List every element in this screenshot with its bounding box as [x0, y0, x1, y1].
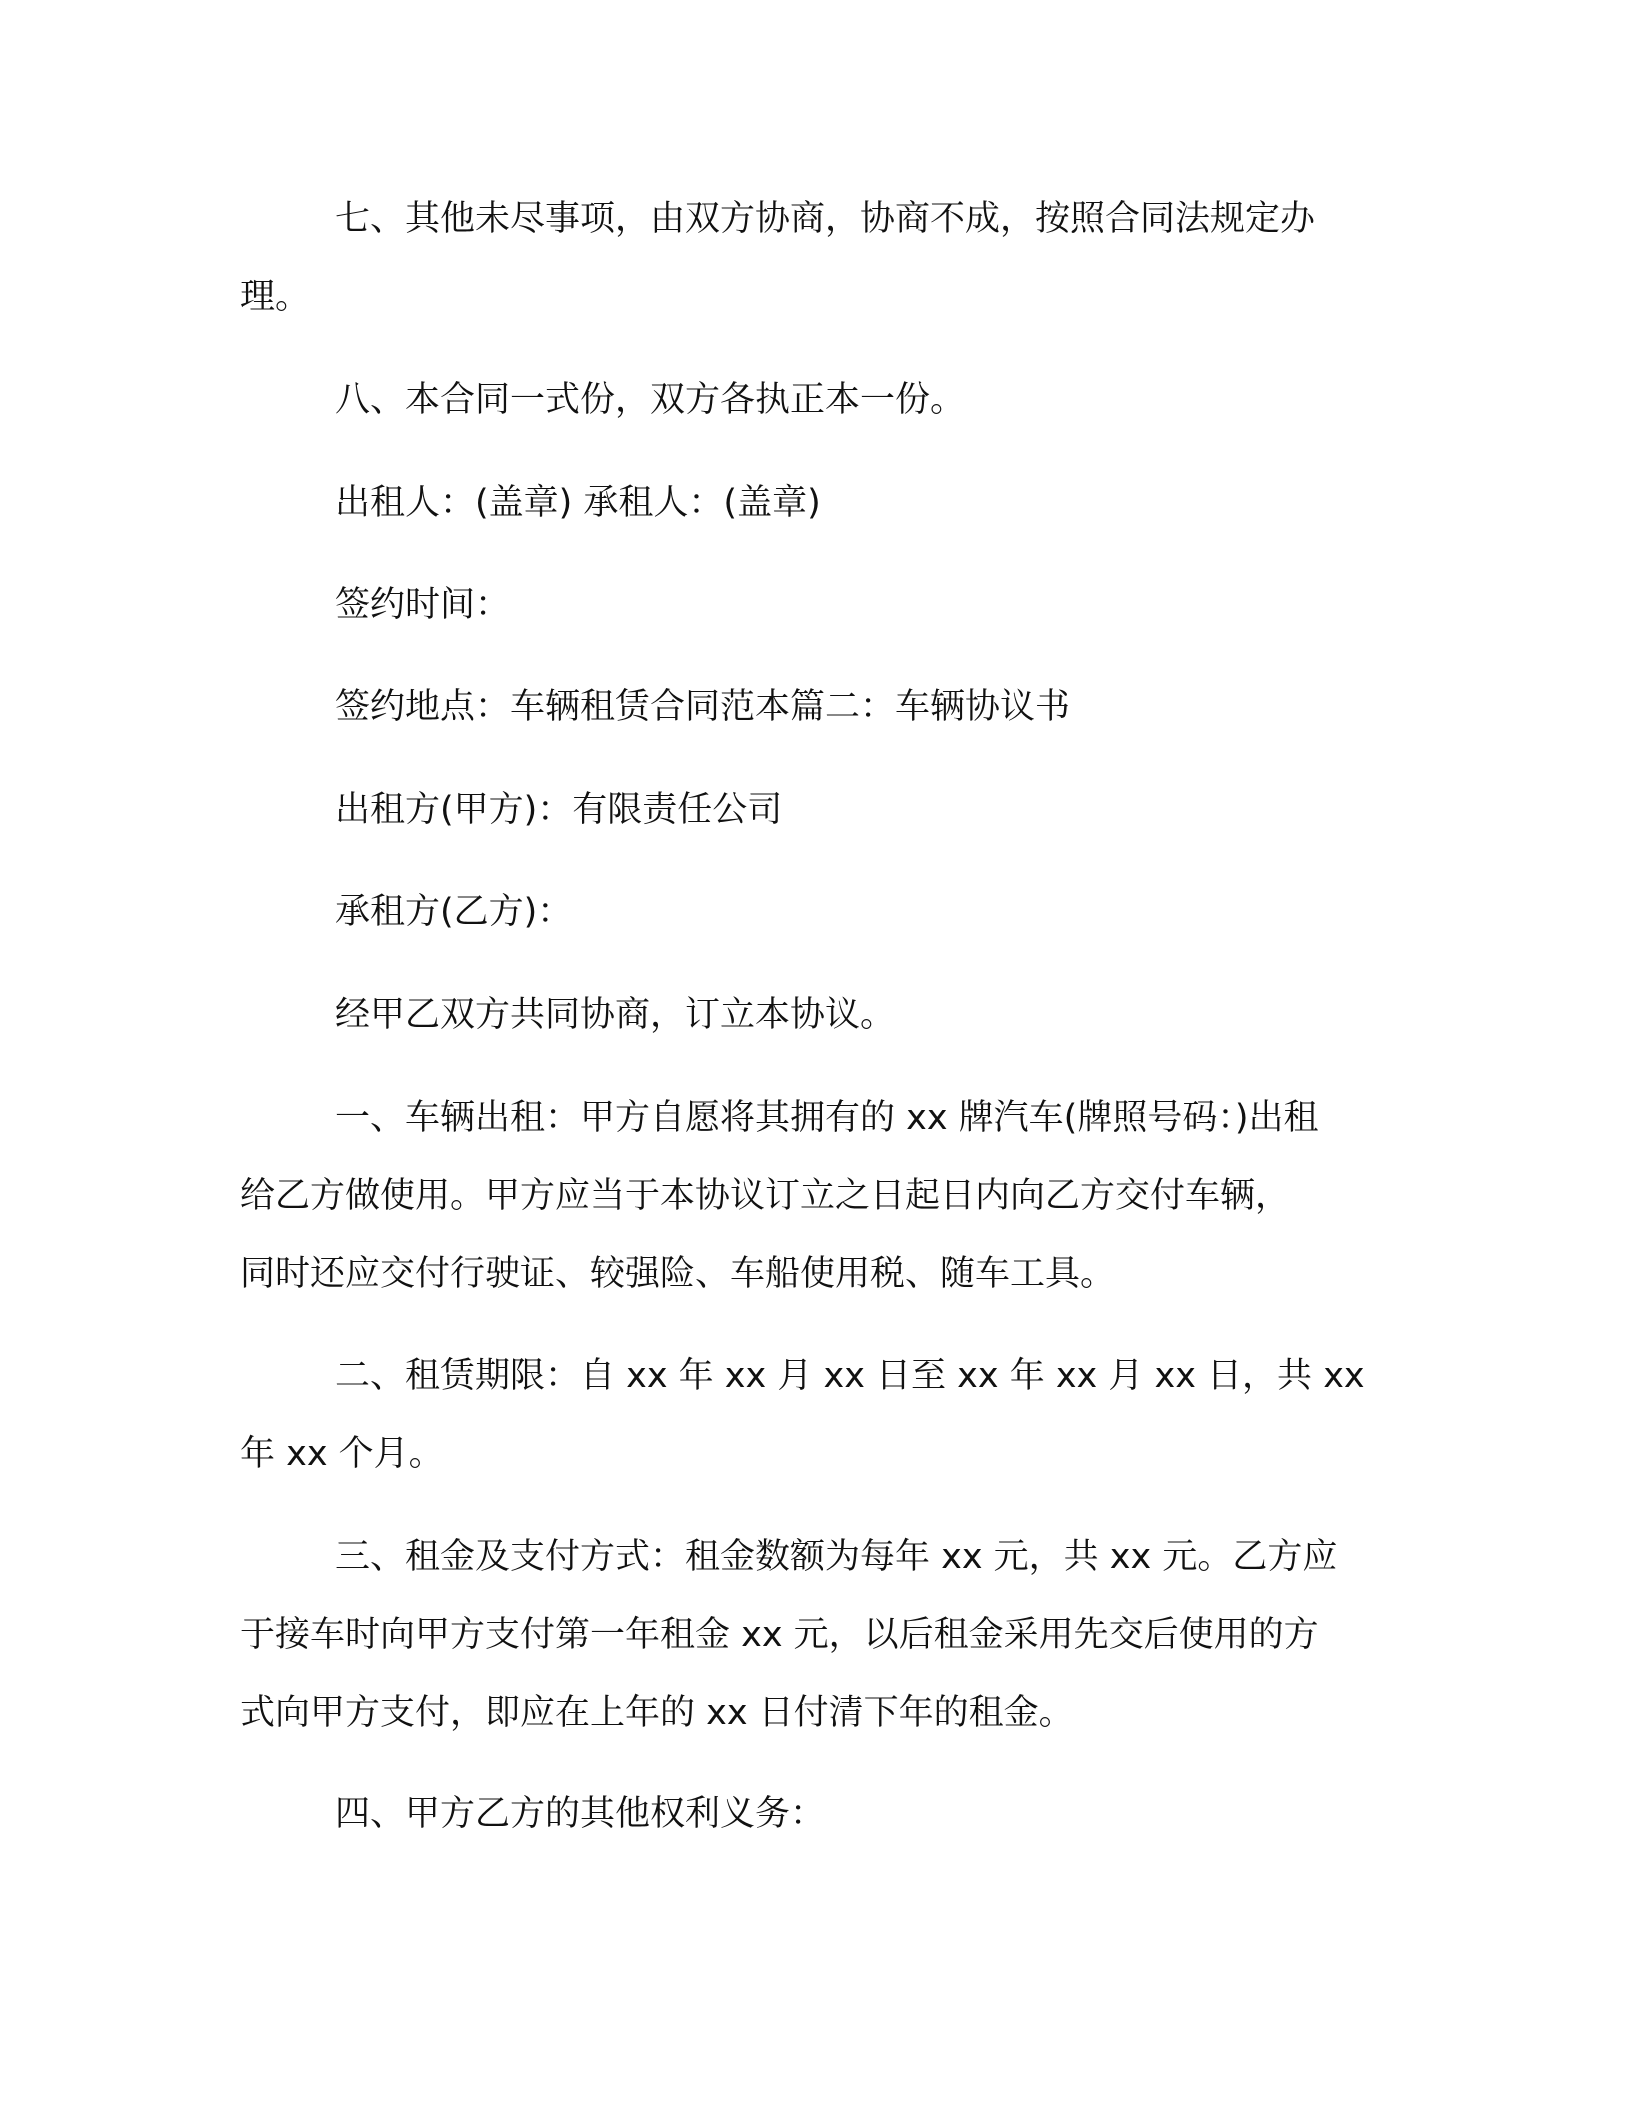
text-line: 七、其他未尽事项，由双方协商，协商不成，按照合同法规定办: [335, 199, 1316, 239]
text-line: 理。: [240, 277, 311, 317]
paragraph-7-other-matters: [240, 180, 1390, 336]
text-line: 一、车辆出租：甲方自愿将其拥有的 xx 牌汽车(牌照号码：)出租: [335, 1098, 1319, 1138]
signing-time: [240, 566, 1390, 644]
text-line: 签约地点：车辆租赁合同范本篇二：车辆协议书: [335, 687, 1071, 727]
text-line: 同时还应交付行驶证、较强险、车船使用税、随车工具。: [240, 1254, 1116, 1294]
clause-1-vehicle-rental: [240, 1079, 1390, 1313]
text-line: 四、甲方乙方的其他权利义务：: [335, 1794, 826, 1834]
text-line: 签约时间：: [335, 585, 511, 625]
clause-3-rent-payment: [240, 1518, 1390, 1752]
text-line: 出租人：(盖章) 承租人：(盖章): [335, 483, 821, 523]
text-line: 于接车时向甲方支付第一年租金 xx 元，以后租金采用先交后使用的方: [240, 1615, 1319, 1655]
text-line: 式向甲方支付，即应在上年的 xx 日付清下年的租金。: [240, 1693, 1074, 1733]
signing-place: [240, 668, 1390, 746]
clause-4-rights-obligations: [240, 1775, 1390, 1853]
text-line: 经甲乙双方共同协商，订立本协议。: [335, 995, 896, 1035]
paragraph-8-copies: [240, 361, 1390, 439]
text-line: 二、租赁期限：自 xx 年 xx 月 xx 日至 xx 年 xx 月 xx 日，共 xx: [335, 1356, 1365, 1396]
text-line: 三、租金及支付方式：租金数额为每年 xx 元，共 xx 元。乙方应: [335, 1537, 1338, 1577]
text-line: 承租方(乙方)：: [335, 892, 573, 932]
signatures-line: [240, 464, 1390, 542]
text-line: 给乙方做使用。甲方应当于本协议订立之日起日内向乙方交付车辆，: [240, 1176, 1291, 1216]
agreement-intro: [240, 976, 1390, 1054]
text-line: 年 xx 个月。: [240, 1434, 444, 1474]
text-line: 出租方(甲方)：有限责任公司: [335, 790, 783, 830]
text-line: 八、本合同一式份，双方各执正本一份。: [335, 380, 966, 420]
lessee-party: [240, 873, 1390, 951]
lessor-party: [240, 771, 1390, 849]
clause-2-lease-term: [240, 1337, 1390, 1493]
